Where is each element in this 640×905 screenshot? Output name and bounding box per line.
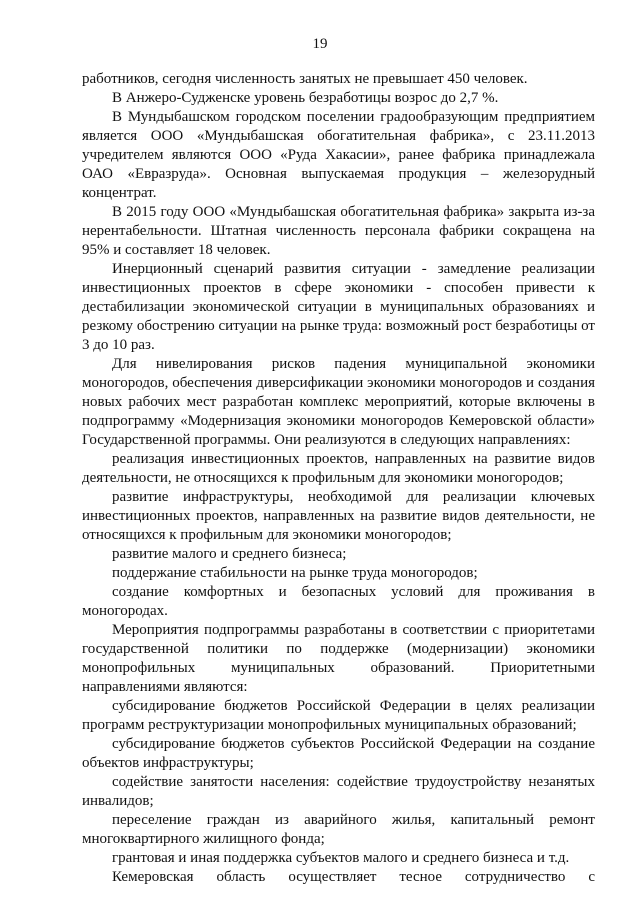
list-item-7: субсидирование бюджетов субъектов Российской Федерации на создание объектов инфраструктуры; — [82, 736, 595, 771]
list-item-9: переселение граждан из аварийного жилья, капитальный ремонт многоквартирного жилищного фонда; — [82, 812, 595, 847]
paragraph-8: Кемеровская область осуществляет тесное сотрудничество с — [112, 869, 595, 885]
list-item-4: поддержание стабильности на рынке труда моногородов; — [112, 565, 478, 581]
document-body — [82, 70, 595, 887]
paragraph-7: Мероприятия подпрограммы разработаны в соответствии с приоритетами государственной политики по поддержке (модернизации) экономики монопрофильных муниципальных образований. Приоритетными направлениями являются: — [82, 622, 595, 695]
paragraph-3: В Мундыбашском городском поселении градообразующим предприятием является ООО «Мундыбашская обогатительная фабрика», с 23.11.2013 учредителем являются ООО «Руда Хакасии», ранее фабрика принадлежала ОАО «Евразруда». Основная выпускаемая продукция – железорудный концентрат. — [82, 109, 595, 201]
paragraph-4: В 2015 году ООО «Мундыбашская обогатительная фабрика» закрыта из-за нерентабельности. Штатная численность персонала фабрики сокращена на 95% и составляет 18 человек. — [82, 204, 595, 258]
paragraph-6: Для нивелирования рисков падения муниципальной экономики моногородов, обеспечения диверсификации экономики моногородов и создания новых рабочих мест разработан комплекс мероприятий, которые включены в подпрограмму «Модернизация экономики моногородов Кемеровской области» Государственной программы. Они реализуются в следующих направлениях: — [82, 356, 595, 448]
list-item-10: грантовая и иная поддержка субъектов малого и среднего бизнеса и т.д. — [112, 850, 570, 866]
paragraph-5: Инерционный сценарий развития ситуации - замедление реализации инвестиционных проектов в сфере экономики - способен привести к дестабилизации экономической ситуации в муниципальных образованиях и резкому обострению ситуации на рынке труда: возможный рост безработицы от 3 до 10 раз. — [82, 261, 595, 353]
list-item-6: субсидирование бюджетов Российской Федерации в целях реализации программ реструктуризации монопрофильных муниципальных образований; — [82, 698, 595, 733]
paragraph-1: работников, сегодня численность занятых не превышает 450 человек. — [82, 71, 528, 87]
list-item-8: содействие занятости населения: содействие трудоустройству незанятых инвалидов; — [82, 774, 595, 809]
page-number: 19 — [312, 36, 328, 52]
list-item-1: реализация инвестиционных проектов, направленных на развитие видов деятельности, не относящихся к профильным для экономики моногородов; — [82, 451, 595, 486]
paragraph-2: В Анжеро-Судженске уровень безработицы возрос до 2,7 %. — [112, 90, 499, 106]
list-item-3: развитие малого и среднего бизнеса; — [112, 546, 347, 562]
list-item-2: развитие инфраструктуры, необходимой для реализации ключевых инвестиционных проектов, направленных на развитие видов деятельности, не относящихся к профильным для экономики моногородов; — [82, 489, 595, 543]
list-item-5: создание комфортных и безопасных условий для проживания в моногородах. — [82, 584, 595, 619]
